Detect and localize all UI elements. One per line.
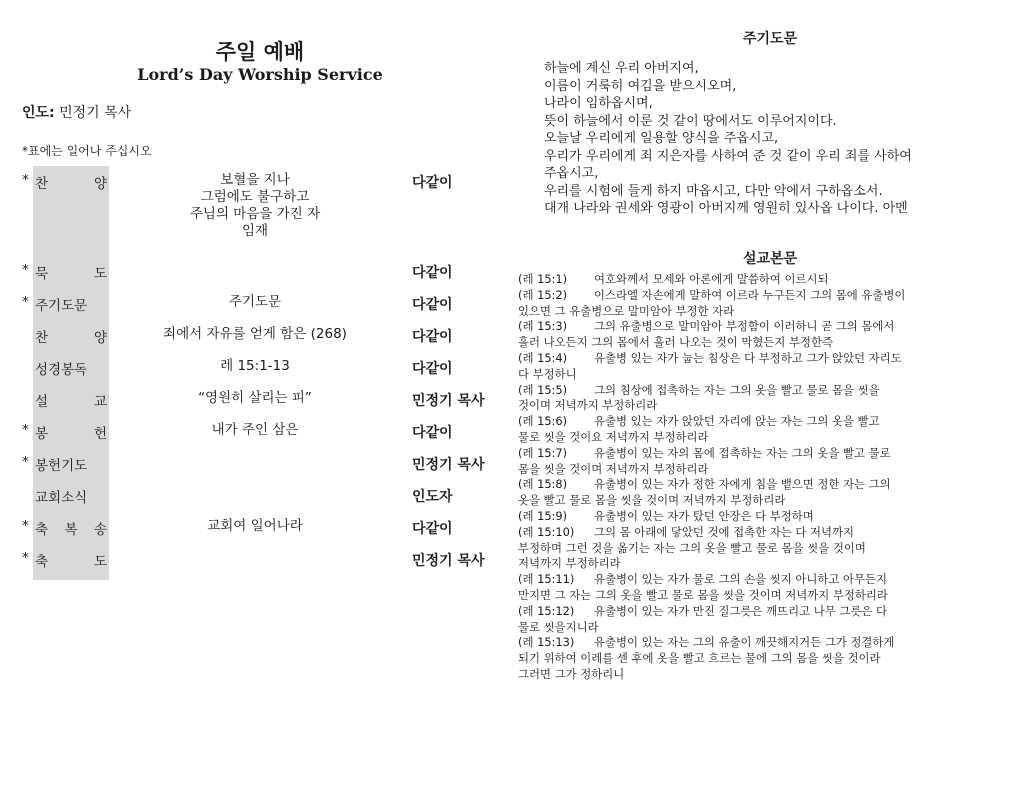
verse-text: 유출병이 있는 자가 물로 그의 손을 씻지 아니하고 아무든지 [594, 572, 888, 587]
verse-line [518, 288, 978, 304]
verse [518, 604, 978, 636]
lords-prayer-text [544, 60, 984, 218]
order-item-char: 봉헌기도 [35, 458, 88, 474]
leader-line [22, 102, 131, 122]
verse-text: 그러면 그가 정하리니 [518, 666, 625, 681]
stand-marker: * [22, 518, 29, 534]
order-item-name [35, 422, 107, 442]
order-item-name [35, 326, 107, 346]
verse-reference: (레 15:11) [518, 572, 575, 587]
verse-line [518, 398, 978, 414]
order-item-leader: 다같이 [412, 175, 453, 191]
lords-prayer-title: 주기도문 [742, 31, 798, 47]
order-item-char: 봉 [35, 426, 49, 442]
prayer-line: 하늘에 계신 우리 아버지여, [544, 61, 699, 76]
verse-reference: (레 15:10) [518, 524, 575, 539]
verse [518, 635, 978, 682]
verse [518, 383, 978, 415]
verse-text: 흘러 나오든지 그의 몸에서 흘러 나오는 것이 막혔든지 부정한즉 [518, 335, 834, 350]
verse-line [518, 651, 978, 667]
order-item-char: 성경봉독 [35, 362, 88, 378]
verse-line [518, 446, 978, 462]
verse-text: 몸을 씻을 것이며 저녁까지 부정하리라 [518, 461, 709, 476]
verse-reference: (레 15:8) [518, 477, 568, 492]
leader-name: 민정기 목사 [59, 105, 132, 121]
order-item-name [35, 454, 107, 474]
leader-label: 인도: [22, 105, 55, 121]
verse-line [518, 525, 978, 541]
order-item-char: 축 [35, 554, 49, 570]
order-item-name [35, 486, 107, 506]
order-item-char: 묵 [35, 266, 49, 282]
order-item-char: 축 [35, 522, 49, 538]
stand-marker: * [22, 294, 29, 310]
prayer-line: 주옵시고, [544, 166, 599, 181]
verse-line [518, 414, 978, 430]
verse-line [518, 367, 978, 383]
order-item-char: 도 [93, 554, 107, 570]
stand-marker: * [22, 172, 29, 188]
verse [518, 272, 978, 288]
order-item-leader: 민정기 목사 [412, 393, 485, 409]
verse [518, 509, 978, 525]
order-item-leader: 다같이 [412, 329, 453, 345]
verse-text: 유출병이 있는 자가 만진 질그릇은 깨뜨리고 나무 그릇은 다 [594, 603, 888, 618]
verse-line [518, 635, 978, 651]
order-item-name [35, 172, 107, 192]
order-item-name [35, 262, 107, 282]
verse-text: 되기 위하여 이레를 센 후에 옷을 빨고 흐르는 물에 그의 몸을 씻을 것이라 [518, 651, 881, 666]
verse-reference: (레 15:12) [518, 603, 575, 618]
prayer-line: 이름이 거룩히 여김을 받으시오며, [544, 78, 737, 94]
verse-text: 유출병이 있는 자가 정한 자에게 침을 뱉으면 정한 자는 그의 [594, 477, 891, 492]
verse-line [518, 351, 978, 367]
content-line: 주기도문 [228, 294, 282, 310]
verse-line [518, 304, 978, 320]
content-line: 주님의 마음을 가진 자 [189, 206, 321, 222]
verse [518, 572, 978, 604]
order-item-leader: 다같이 [412, 265, 453, 281]
verse-line [518, 572, 978, 588]
verse-text: 유출병이 있는 자는 그의 유출이 깨끗해지거든 그가 정결하게 [594, 635, 895, 650]
verse-line [518, 556, 978, 572]
verse-line [518, 667, 978, 683]
order-item-char: 교회소식 [35, 490, 88, 506]
order-item-content [150, 326, 360, 343]
order-item-char: 교 [93, 394, 107, 410]
content-line: 죄에서 자유를 얻게 함은 (268) [163, 326, 347, 342]
content-line: 그럼에도 불구하고 [200, 189, 310, 205]
order-item-char: 설 [35, 394, 49, 410]
order-item-name [35, 358, 107, 378]
order-item-leader: 다같이 [412, 297, 453, 313]
verse-reference: (레 15:2) [518, 287, 568, 302]
verse [518, 525, 978, 572]
content-line: 교회여 일어나라 [207, 518, 303, 534]
verse-reference: (레 15:7) [518, 445, 568, 460]
order-item-leader: 민정기 목사 [412, 553, 485, 569]
stand-marker: * [22, 454, 29, 470]
verse-reference: (레 15:4) [518, 350, 568, 365]
verse-text: 이스라엘 자손에게 말하여 이르라 누구든지 그의 몸에 유출병이 [594, 287, 906, 302]
verse-line [518, 541, 978, 557]
verse-reference: (레 15:6) [518, 414, 568, 429]
order-item-leader: 민정기 목사 [412, 457, 485, 473]
order-item-leader: 인도자 [412, 489, 453, 505]
verse-line [518, 620, 978, 636]
order-item-char: 양 [93, 330, 107, 346]
verse-line [518, 604, 978, 620]
verse-text: 물로 씻을지니라 [518, 619, 599, 634]
order-item-char: 찬 [35, 176, 49, 192]
prayer-line: 대개 나라와 권세와 영광이 아버지께 영원히 있사옵 나이다. 아멘 [544, 201, 908, 216]
verse-reference: (레 15:9) [518, 508, 568, 523]
verse-line [518, 335, 978, 351]
content-line: 임재 [241, 223, 269, 239]
verse-reference: (레 15:3) [518, 319, 568, 334]
content-line: 보혈을 지나 [220, 172, 290, 188]
order-item-content [150, 172, 360, 240]
verse-line [518, 272, 978, 288]
title-korean: 주일 예배 [215, 40, 305, 64]
verse [518, 477, 978, 509]
order-item-char: 헌 [93, 426, 107, 442]
order-item-name [35, 518, 107, 538]
order-item-content [150, 518, 360, 535]
verse-line [518, 477, 978, 493]
verse-line [518, 430, 978, 446]
title-english: Lord’s Day Worship Service [137, 65, 383, 84]
verse-text: 옷을 빨고 물로 몸을 씻을 것이며 저녁까지 부정하리라 [518, 493, 786, 508]
verse-line [518, 462, 978, 478]
verse-text: 여호와께서 모세와 아론에게 말씀하여 이르시되 [594, 272, 829, 286]
stand-marker: * [22, 422, 29, 438]
verse-reference: (레 15:5) [518, 382, 568, 397]
verse-reference: (레 15:13) [518, 635, 575, 650]
verse-text: 그의 침상에 접촉하는 자는 그의 옷을 빨고 물로 몸을 씻을 [594, 382, 880, 397]
verse-text: 유출병 있는 자가 눕는 침상은 다 부정하고 그가 앉았던 자리도 [594, 350, 902, 365]
order-item-name [35, 390, 107, 410]
content-line: 내가 주인 삼은 [211, 422, 299, 438]
verse-line [518, 509, 978, 525]
stand-note: *표에는 일어나 주십시오 [22, 144, 152, 158]
stand-marker: * [22, 262, 29, 278]
verse-text: 부정하며 그런 것을 옮기는 자는 그의 옷을 빨고 물로 몸을 씻을 것이며 [518, 540, 866, 555]
prayer-line: 뜻이 하늘에서 이룬 것 같이 땅에서도 이루어지이다. [544, 113, 837, 129]
prayer-line: 우리가 우리에게 죄 지은자를 사하여 준 것 같이 우리 죄를 사하여 [544, 148, 912, 164]
order-item-char: 복 [64, 522, 78, 538]
order-item-content [150, 358, 360, 375]
verse-text: 유출병이 있는 자가 탔던 안장은 다 부정하며 [594, 508, 814, 523]
order-item-char: 양 [93, 176, 107, 192]
verse [518, 288, 978, 320]
content-line: “영원히 살리는 피” [198, 390, 312, 406]
verse-text: 만지면 그 자는 그의 옷을 빨고 물로 몸을 씻을 것이며 저녁까지 부정하리라 [518, 587, 888, 602]
verse-text: 저녁까지 부정하리라 [518, 556, 621, 571]
sermon-text-title: 설교본문 [742, 251, 798, 267]
verse-text: 다 부정하니 [518, 366, 577, 381]
stand-marker: * [22, 550, 29, 566]
order-item-char: 찬 [35, 330, 49, 346]
sermon-passage [518, 272, 978, 683]
verse [518, 351, 978, 383]
verse-text: 물로 씻을 것이요 저녁까지 부정하리라 [518, 429, 709, 444]
verse-line [518, 588, 978, 604]
verse [518, 414, 978, 446]
prayer-line: 오늘날 우리에게 일용할 양식을 주옵시고, [544, 131, 779, 146]
order-item-char: 송 [93, 522, 107, 538]
order-item-name [35, 294, 107, 314]
order-item-char: 도 [93, 266, 107, 282]
verse-reference: (레 15:1) [518, 272, 568, 286]
content-line: 레 15:1-13 [220, 358, 290, 374]
prayer-line: 우리를 시험에 들게 하지 마옵시고, 다만 악에서 구하옵소서. [544, 183, 883, 199]
verse-text: 있으면 그 유출병으로 말미암아 부정한 자라 [518, 303, 735, 318]
verse-line [518, 493, 978, 509]
verse-line [518, 383, 978, 399]
order-item-content [150, 422, 360, 439]
verse-text: 유출병이 있는 자의 몸에 접촉하는 자는 그의 옷을 빨고 물로 [594, 445, 891, 460]
order-item-content [150, 390, 360, 407]
order-item-leader: 다같이 [412, 521, 453, 537]
verse-text: 것이며 저녁까지 부정하리라 [518, 398, 658, 413]
order-item-leader: 다같이 [412, 361, 453, 377]
verse-line [518, 319, 978, 335]
verse [518, 319, 978, 351]
order-item-content [150, 294, 360, 311]
order-item-char: 주기도문 [35, 298, 88, 314]
verse-text: 그의 유출병으로 말미암아 부정함이 이러하니 곧 그의 몸에서 [594, 319, 895, 334]
verse [518, 446, 978, 478]
verse-text: 유출병 있는 자가 앉았던 자리에 앉는 자는 그의 옷을 빨고 [594, 414, 880, 429]
verse-text: 그의 몸 아래에 닿았던 것에 접촉한 자는 다 저녁까지 [594, 524, 855, 539]
prayer-line: 나라이 임하옵시며, [544, 96, 653, 111]
order-item-name [35, 550, 107, 570]
order-item-leader: 다같이 [412, 425, 453, 441]
